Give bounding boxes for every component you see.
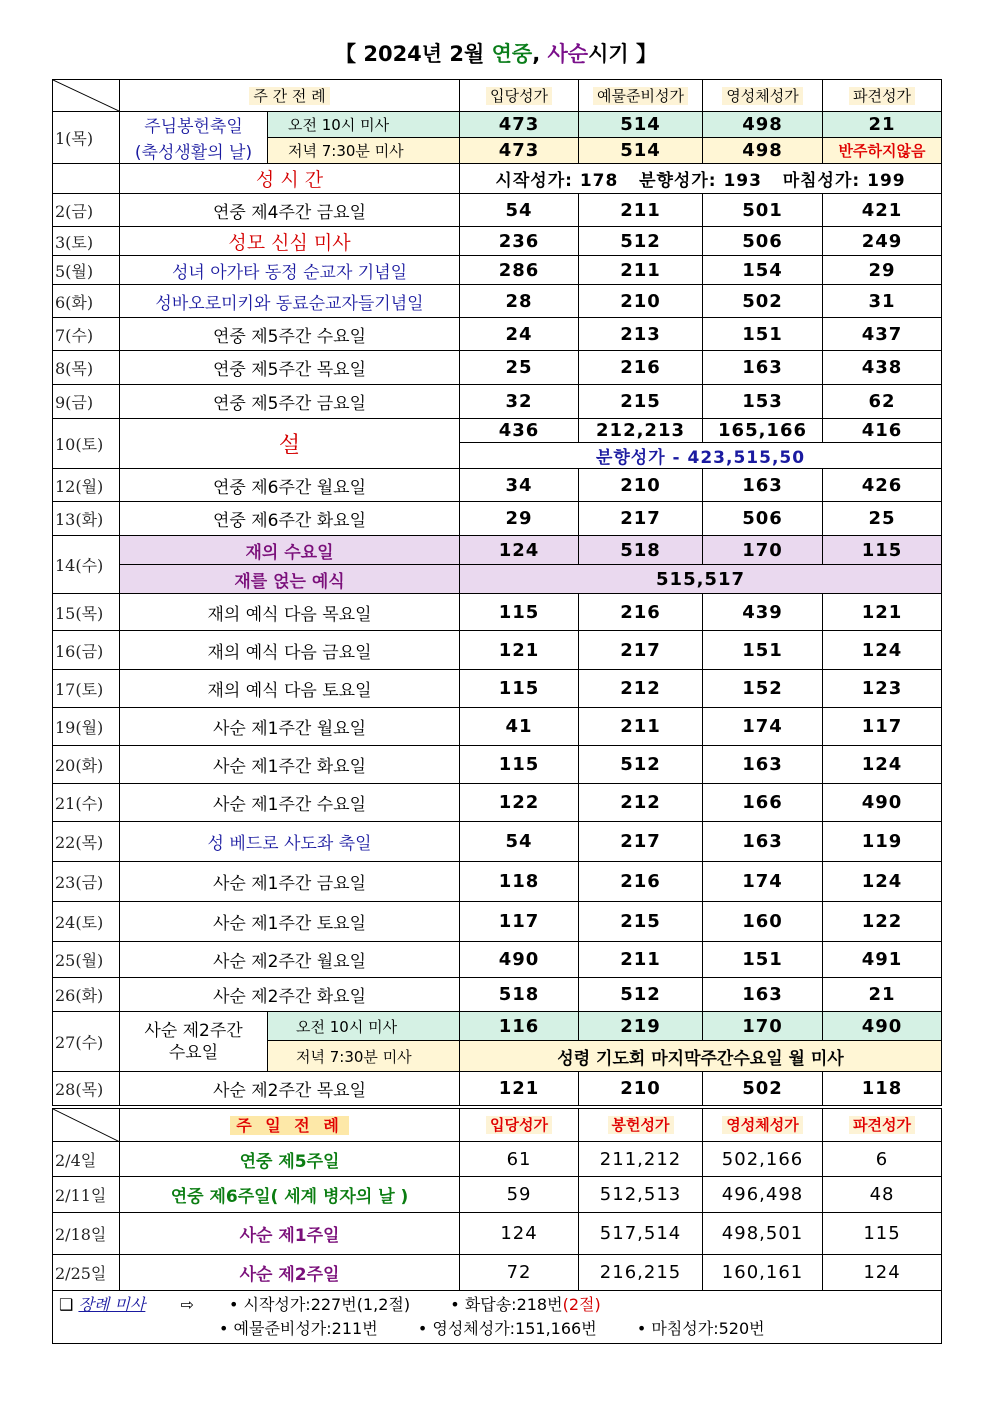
table-row: 5(월) 성녀 아가타 동정 순교자 기념일 286 211 154 29 — [53, 256, 942, 285]
funeral-mass-footer: ❑ 장례 미사 ⇨ • 시작성가:227번(1,2절) • 화답송:218번(2절) • 예물준비성가:211번 • 영성체성가:151,166번 • 마침성가:520번 — [53, 1291, 942, 1344]
hymn-schedule-table — [52, 79, 942, 1344]
table-row: 20(화) 사순 제1주간 화요일 115 512 163 124 — [53, 746, 942, 784]
table-row: 1(목) 주님봉헌축일 오전 10시 미사 473 514 498 21 — [53, 112, 942, 138]
sunday-row: 2/4일 연중 제5주일 61 211,212 502,166 6 — [53, 1142, 942, 1177]
page-title: 【 2024년 2월 연중, 사순시기 】 — [335, 42, 657, 66]
funeral-mass-link[interactable]: 장례 미사 — [78, 1295, 146, 1314]
ash-wednesday-name: 재의 수요일 — [120, 536, 460, 565]
table-row: 15(목) 재의 예식 다음 목요일 115 216 439 121 — [53, 594, 942, 631]
col-offertory: 예물준비성가 — [593, 87, 688, 105]
table-row: 9(금) 연중 제5주간 금요일 32 215 153 62 — [53, 385, 942, 419]
ash-rite-name: 재를 얹는 예식 — [120, 565, 460, 594]
table-row: 16(금) 재의 예식 다음 금요일 121 217 151 124 — [53, 631, 942, 670]
bullet-icon: • — [228, 1295, 239, 1314]
diagonal-corner-cell — [53, 80, 120, 112]
table-row: (축성생활의 날) 저녁 7:30분 미사 473 514 498 반주하지않음 — [53, 138, 942, 164]
table-row: 19(월) 사순 제1주간 월요일 41 211 174 117 — [53, 708, 942, 746]
table-row: 24(토) 사순 제1주간 토요일 117 215 160 122 — [53, 902, 942, 942]
col-recessional: 파견성가 — [849, 1116, 915, 1134]
ash-rite-hymns: 515,517 — [460, 565, 942, 594]
col-offertory: 봉헌성가 — [608, 1116, 674, 1134]
incense-hymn-note: 분향성가 - 423,515,50 — [460, 443, 942, 469]
bullet-icon: • — [450, 1295, 460, 1314]
mass-time: 오전 10시 미사 — [268, 112, 460, 138]
col-entrance: 입당성가 — [486, 1116, 552, 1134]
prayer-meeting-note: 성령 기도회 마지막주간수요일 월 미사 — [460, 1041, 942, 1072]
table-row: 6(화) 성바오로미키와 동료순교자들기념일 28 210 502 31 — [53, 285, 942, 318]
seollal-row: 10(토) 설 436 212,213 165,166 416 — [53, 419, 942, 443]
col-communion: 영성체성가 — [722, 1116, 802, 1134]
mass-time: 저녁 7:30분 미사 — [268, 138, 460, 164]
bullet-icon: • — [417, 1319, 428, 1338]
arrow-right-icon: ⇨ — [180, 1295, 194, 1314]
feast-name: 주님봉헌축일 — [120, 112, 268, 138]
feast-subtitle: (축성생활의 날) — [120, 138, 268, 164]
diagonal-corner-cell — [53, 1107, 120, 1142]
table-row: 12(월) 연중 제6주간 월요일 34 210 163 426 — [53, 469, 942, 502]
col-communion: 영성체성가 — [722, 87, 802, 105]
bullet-icon: • — [636, 1319, 647, 1338]
table-row: 25(월) 사순 제2주간 월요일 490 211 151 491 — [53, 942, 942, 978]
sunday-row: 2/25일 사순 제2주일 72 216,215 160,161 124 — [53, 1255, 942, 1291]
weekday-header-row — [53, 80, 942, 112]
table-row: 7(수) 연중 제5주간 수요일 24 213 151 437 — [53, 318, 942, 351]
seollal-name: 설 — [120, 419, 460, 469]
mass-time: 저녁 7:30분 미사 — [268, 1041, 460, 1072]
table-row: 28(목) 사순 제2주간 목요일 121 210 502 118 — [53, 1072, 942, 1107]
ash-wednesday-row: 14(수) 재의 수요일 124 518 170 115 — [53, 536, 942, 565]
sunday-header-row — [53, 1107, 942, 1142]
no-accompaniment-note: 반주하지않음 — [823, 138, 942, 164]
title-lent: 사순 — [547, 42, 589, 66]
mass-time: 오전 10시 미사 — [268, 1012, 460, 1041]
table-row: 3(토) 성모 신심 미사 236 512 506 249 — [53, 227, 942, 256]
table-row: 21(수) 사순 제1주간 수요일 122 212 166 490 — [53, 784, 942, 822]
sunday-row: 2/18일 사순 제1주일 124 517,514 498,501 115 — [53, 1213, 942, 1255]
title-ordinary-time: 연중 — [491, 42, 533, 66]
date-cell: 1(목) — [53, 112, 120, 164]
table-row: 23(금) 사순 제1주간 금요일 118 216 174 124 — [53, 862, 942, 902]
sunday-row: 2/11일 연중 제6주일( 세계 병자의 날 ) 59 512,513 496,498 48 — [53, 1177, 942, 1213]
table-row: 26(화) 사순 제2주간 화요일 518 512 163 21 — [53, 978, 942, 1012]
day27-name: 사순 제2주간 수요일 — [120, 1012, 268, 1072]
table-row: 13(화) 연중 제6주간 화요일 29 217 506 25 — [53, 502, 942, 536]
checkbox-icon: ❑ — [59, 1295, 74, 1314]
holy-hour-row — [53, 164, 942, 194]
table-row: 8(목) 연중 제5주간 목요일 25 216 163 438 — [53, 351, 942, 385]
col-recessional: 파견성가 — [849, 87, 915, 105]
holy-hour-label: 성 시 간 — [120, 164, 460, 194]
weekday-liturgy-header: 주 간 전 례 — [249, 87, 329, 105]
bullet-icon: • — [219, 1319, 229, 1338]
sunday-liturgy-header: 주 일 전 례 — [230, 1116, 349, 1135]
day27-row: 27(수) 사순 제2주간 수요일 오전 10시 미사 116 219 170 490 — [53, 1012, 942, 1041]
table-row: 22(목) 성 베드로 사도좌 축일 54 217 163 119 — [53, 822, 942, 862]
table-row: 17(토) 재의 예식 다음 토요일 115 212 152 123 — [53, 670, 942, 708]
col-entrance: 입당성가 — [486, 87, 552, 105]
table-row: 2(금) 연중 제4주간 금요일 54 211 501 421 — [53, 194, 942, 227]
holy-hour-hymns: 시작성가: 178 분향성가: 193 마침성가: 199 — [460, 164, 942, 194]
